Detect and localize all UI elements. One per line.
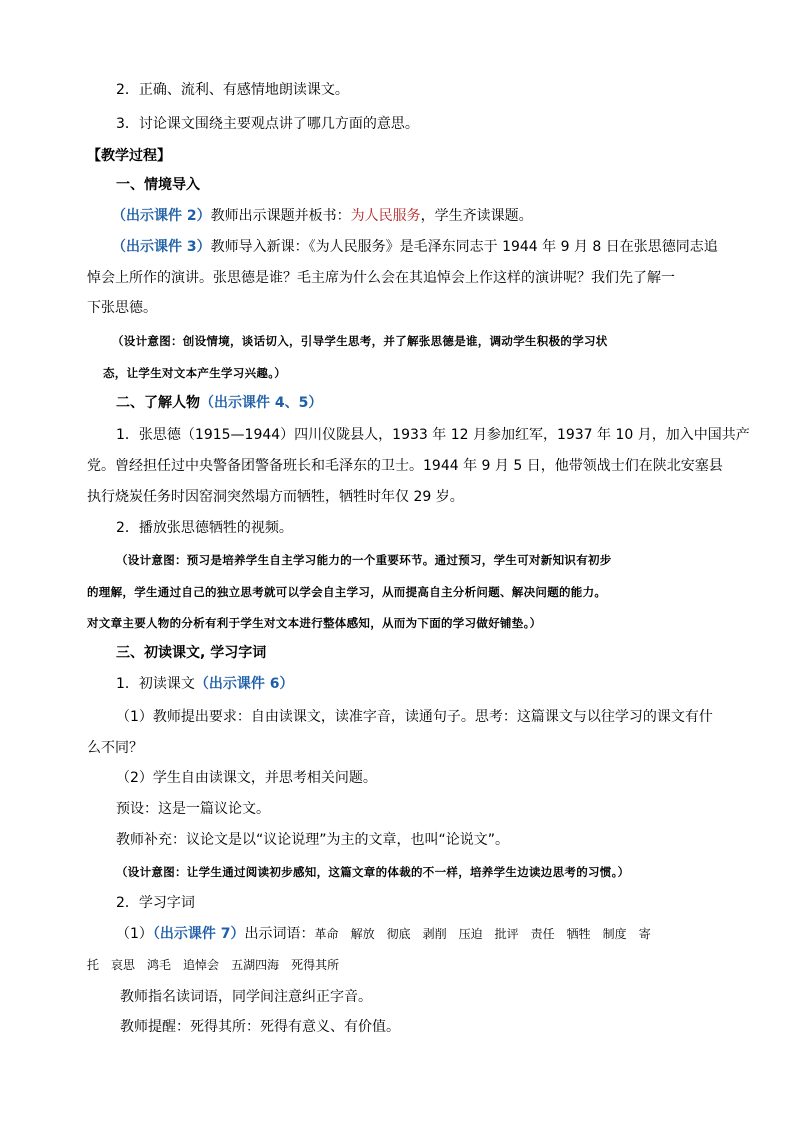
vocab-word: 追悼会 — [183, 958, 220, 972]
s3-words-line-1 — [116, 924, 663, 944]
s2-paragraph-2: 2．播放张思德牺牲的视频。 — [116, 520, 293, 536]
vocab-word: 制度 — [602, 927, 627, 941]
text: 1．初读课文 — [116, 676, 195, 692]
s2-paragraph-1-line-2: 党。曾经担任过中央警备团警备班长和毛泽东的卫士。1944 年 9 月 5 日，他带领战士们在陕北安塞县 — [87, 458, 723, 474]
vocab-word: 五湖四海 — [231, 958, 280, 972]
vocab-word: 责任 — [530, 927, 555, 941]
text: 出示词语： — [244, 926, 315, 942]
courseware-tag: （出示课件 7） — [152, 926, 245, 942]
s3-teacher-reminder: 教师提醒：死得其所：死得有意义、有价值。 — [120, 1019, 400, 1035]
design-intent-note-1-line-1: （设计意图：创设情境，谈话切入，引导学生思考，并了解张思德是谁，调动学生积极的学习状 — [112, 334, 608, 348]
vocab-word: 死得其所 — [291, 958, 340, 972]
text: 教师导入新课：《为人民服务》是毛泽东同志于 1944 年 9 月 8 日在张思德同志追 — [210, 239, 718, 255]
design-intent-note-1-line-2: 态，让学生对文本产生学习兴趣。） — [103, 366, 287, 380]
vocab-word: 哀思 — [111, 958, 136, 972]
text: （1） — [116, 926, 153, 942]
vocab-word: 革命 — [314, 927, 339, 941]
section-2-heading — [116, 393, 322, 413]
vocab-word: 解放 — [350, 927, 375, 941]
vocab-word: 压迫 — [458, 927, 483, 941]
s1-paragraph-2-line-3: 下张思德。 — [87, 300, 157, 316]
s3-supplement: 教师补充：议论文是以“议论说理”为主的文章，也叫“论说文”。 — [116, 832, 510, 848]
text: ，学生齐读课题。 — [420, 208, 533, 224]
s3-paragraph-2: 2．学习字词 — [116, 895, 195, 911]
design-intent-note-3: （设计意图：让学生通过阅读初步感知，这篇文章的体裁的不一样，培养学生边读边思考的习惯。） — [116, 865, 630, 879]
courseware-tag: （出示课件 6） — [194, 676, 294, 692]
design-intent-note-2-line-3: 对文章主要人物的分析有利于学生对文本进行整体感知，从而为下面的学习做好铺垫。） — [87, 616, 542, 630]
vocab-word: 批评 — [494, 927, 519, 941]
vocab-word: 寄 — [638, 927, 651, 941]
vocab-word: 剥削 — [422, 927, 447, 941]
vocab-word: 牺牲 — [566, 927, 591, 941]
s3-paragraph-1 — [116, 674, 294, 694]
s1-paragraph-1 — [112, 206, 533, 226]
courseware-tag: （出示课件 4、5） — [200, 395, 323, 411]
design-intent-note-2-line-1: （设计意图：预习是培养学生自主学习能力的一个重要环节。通过预习，学生可对新知识有初步 — [116, 553, 612, 567]
s3-read-instruction: 教师指名读词语，同学间注意纠正字音。 — [120, 989, 372, 1005]
vocab-word: 鸿毛 — [147, 958, 172, 972]
heading-text: 二、了解人物 — [116, 395, 200, 411]
s3-words-line-2 — [87, 955, 351, 975]
s1-paragraph-2-line-1 — [112, 237, 718, 257]
design-intent-note-2-line-2: 的理解，学生通过自己的独立思考就可以学会自主学习，从而提高自主分析问题、解决问题的能力。 — [87, 585, 607, 599]
vocab-word: 彻底 — [386, 927, 411, 941]
courseware-tag: （出示课件 3） — [112, 239, 211, 255]
process-heading: 【教学过程】 — [87, 148, 171, 164]
s3-question-2: （2）学生自由读课文，并思考相关问题。 — [116, 770, 377, 786]
s1-paragraph-2-line-2: 悼会上所作的演讲。张思德是谁？毛主席为什么会在其追悼会上作这样的演讲呢？我们先了解一 — [87, 270, 675, 286]
s2-paragraph-1-line-3: 执行烧炭任务时因窑洞突然塌方而牺牲，牺牲时年仅 29 岁。 — [87, 489, 464, 505]
section-3-heading: 三、初读课文, 学习字词 — [116, 645, 267, 661]
text: 教师出示课题并板书： — [210, 208, 351, 224]
vocab-list-line-1 — [315, 926, 663, 942]
s2-paragraph-1-line-1: 1．张思德（1915—1944）四川仪陇县人，1933 年 12 月参加红军，1937 年 10 月，加入中国共产 — [116, 427, 750, 443]
vocab-word: 托 — [87, 958, 100, 972]
section-1-heading: 一、情境导入 — [116, 177, 200, 193]
courseware-tag: （出示课件 2） — [112, 208, 211, 224]
goal-3: 3．讨论课文围绕主要观点讲了哪几方面的意思。 — [116, 116, 419, 132]
lesson-title: 为人民服务 — [350, 208, 421, 224]
goal-2: 2．正确、流利、有感情地朗读课文。 — [116, 82, 349, 98]
s3-question-1-line-1: （1）教师提出要求：自由读课文，读准字音，读通句子。思考：这篇课文与以往学习的课文有什 — [116, 709, 713, 725]
s3-preset: 预设：这是一篇议论文。 — [116, 801, 270, 817]
vocab-list-line-2 — [87, 957, 351, 973]
s3-question-1-line-2: 么不同？ — [87, 740, 143, 756]
